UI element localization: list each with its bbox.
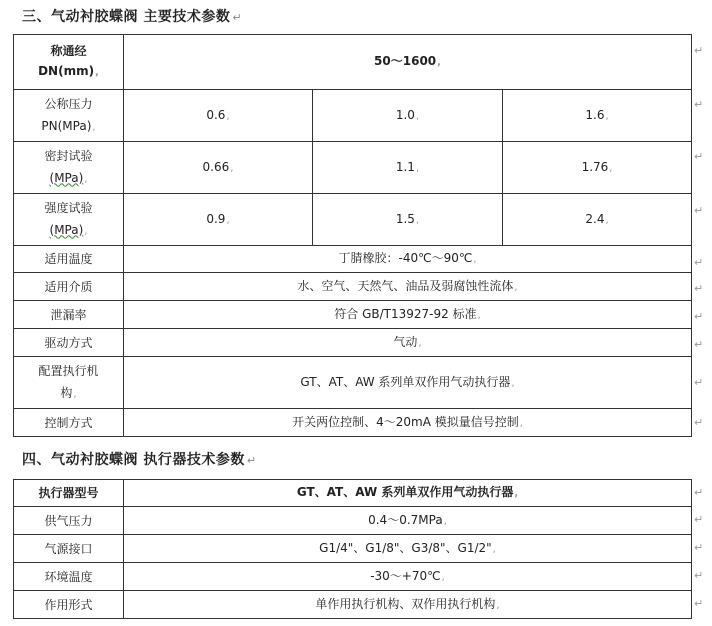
strength-value-3: 2.4 xyxy=(585,211,605,226)
seal-label-line1: 密封试验 xyxy=(44,148,93,163)
control-label: 控制方式 xyxy=(44,415,93,430)
row-end-mark: ↵ xyxy=(694,44,704,57)
heading-text: 三、气动衬胶蝶阀 主要技术参数 xyxy=(22,9,231,25)
table-row xyxy=(14,563,692,591)
env-label-cell xyxy=(14,563,124,591)
pn-value-cell: 1.0, xyxy=(313,90,503,142)
strength-label-line2: (MPa) xyxy=(49,222,84,237)
temp-value-cell: 丁腈橡胶：-40℃～90℃, xyxy=(124,246,692,273)
row-end-mark: ↵ xyxy=(694,597,704,610)
medium-label: 适用介质 xyxy=(44,279,93,294)
env-value: -30～+70℃ xyxy=(370,568,441,583)
table-row xyxy=(14,142,692,194)
control-value-cell: 开关两位控制、4～20mA 模拟量信号控制, xyxy=(124,409,692,437)
leak-value: 符合 GB/T13927-92 标准 xyxy=(334,306,477,321)
table-row xyxy=(14,90,692,142)
form-label-cell xyxy=(14,591,124,619)
section-heading-main-params xyxy=(22,6,242,26)
port-value: G1/4"、G1/8"、G3/8"、G1/2" xyxy=(319,540,492,555)
dn-label-line1: 称通经 xyxy=(50,44,87,58)
medium-value: 水、空气、天然气、油品及弱腐蚀性流体 xyxy=(297,278,514,293)
table-row xyxy=(14,194,692,246)
actuator-params-table xyxy=(13,479,692,619)
seal-value-cell: 1.76, xyxy=(503,142,692,194)
row-end-mark: ↵ xyxy=(694,310,704,323)
leak-value-cell: 符合 GB/T13927-92 标准, xyxy=(124,301,692,329)
seal-value-1: 0.66 xyxy=(202,159,230,174)
model-value: GT、AT、AW 系列单双作用气动执行器 xyxy=(296,485,514,499)
strength-value-2: 1.5 xyxy=(395,211,415,226)
model-label-cell xyxy=(14,480,124,507)
leak-label-cell xyxy=(14,301,124,329)
port-value-cell: G1/4"、G1/8"、G3/8"、G1/2", xyxy=(124,535,692,563)
seal-value-cell: 1.1, xyxy=(313,142,503,194)
pn-value-1: 0.6 xyxy=(206,107,226,122)
strength-value-cell: 1.5, xyxy=(313,194,503,246)
dn-value-cell: 50～1600, xyxy=(124,35,692,90)
row-end-mark: ↵ xyxy=(694,513,704,526)
form-value-cell: 单作用执行机构、双作用执行机构, xyxy=(124,591,692,619)
row-end-mark: ↵ xyxy=(694,282,704,295)
dn-label-line2: DN(mm) xyxy=(38,64,95,78)
model-value-cell: GT、AT、AW 系列单双作用气动执行器, xyxy=(124,480,692,507)
table-row xyxy=(14,507,692,535)
temp-label: 适用温度 xyxy=(44,252,93,266)
dn-label-cell: 称通经 DN(mm), xyxy=(14,35,124,90)
row-end-mark: ↵ xyxy=(694,256,704,269)
strength-value-1: 0.9 xyxy=(206,211,226,226)
drive-label: 驱动方式 xyxy=(44,335,93,350)
temp-label-cell xyxy=(14,246,124,273)
seal-value-3: 1.76 xyxy=(581,159,609,174)
main-params-table xyxy=(13,34,692,437)
row-end-mark: ↵ xyxy=(694,98,704,111)
dn-value: 50～1600 xyxy=(374,54,437,68)
port-label-cell xyxy=(14,535,124,563)
seal-label-cell: 密封试验 (MPa), xyxy=(14,142,124,194)
leak-label: 泄漏率 xyxy=(50,307,87,322)
row-end-mark: ↵ xyxy=(694,541,704,554)
paragraph-mark: ↵ xyxy=(246,454,257,467)
section-heading-actuator-params xyxy=(22,449,257,469)
pn-label-cell: 公称压力 PN(MPa), xyxy=(14,90,124,142)
seal-value-2: 1.1 xyxy=(395,159,415,174)
actuator-value: GT、AT、AW 系列单双作用气动执行器 xyxy=(300,374,511,389)
actuator-label-line1: 配置执行机 xyxy=(38,363,99,378)
control-value: 开关两位控制、4～20mA 模拟量信号控制 xyxy=(292,414,519,429)
seal-label-line2: (MPa) xyxy=(49,170,84,185)
env-value-cell: -30～+70℃, xyxy=(124,563,692,591)
row-end-mark: ↵ xyxy=(694,376,704,389)
drive-label-cell xyxy=(14,329,124,357)
row-end-mark: ↵ xyxy=(694,338,704,351)
actuator-value-cell: GT、AT、AW 系列单双作用气动执行器, xyxy=(124,357,692,409)
form-label: 作用形式 xyxy=(44,597,93,612)
air-label: 供气压力 xyxy=(44,513,93,528)
pn-value-cell: 1.6, xyxy=(503,90,692,142)
drive-value: 气动 xyxy=(393,334,418,349)
table-row xyxy=(14,357,692,409)
paragraph-mark: ↵ xyxy=(232,11,243,24)
table-row xyxy=(14,480,692,507)
heading-text: 四、气动衬胶蝶阀 执行器技术参数 xyxy=(22,452,245,468)
table-row xyxy=(14,329,692,357)
pn-value-cell: 0.6, xyxy=(124,90,313,142)
strength-value-cell: 2.4, xyxy=(503,194,692,246)
model-label: 执行器型号 xyxy=(38,486,99,500)
pn-label-line1: 公称压力 xyxy=(44,96,93,111)
medium-label-cell xyxy=(14,273,124,301)
strength-label-cell: 强度试验 (MPa), xyxy=(14,194,124,246)
form-value: 单作用执行机构、双作用执行机构 xyxy=(315,596,496,611)
row-end-mark: ↵ xyxy=(694,204,704,217)
table-row xyxy=(14,246,692,273)
drive-value-cell: 气动, xyxy=(124,329,692,357)
pn-label-line2: PN(MPa) xyxy=(41,118,92,133)
medium-value-cell: 水、空气、天然气、油品及弱腐蚀性流体, xyxy=(124,273,692,301)
air-value-cell: 0.4～0.7MPa, xyxy=(124,507,692,535)
table-row xyxy=(14,35,692,90)
table-row xyxy=(14,591,692,619)
control-label-cell xyxy=(14,409,124,437)
strength-label-line1: 强度试验 xyxy=(44,200,93,215)
pn-value-2: 1.0 xyxy=(395,107,415,122)
table-row xyxy=(14,273,692,301)
strength-value-cell: 0.9, xyxy=(124,194,313,246)
row-end-mark: ↵ xyxy=(694,486,704,499)
port-label: 气源接口 xyxy=(44,541,93,556)
table-row xyxy=(14,535,692,563)
temp-value: 丁腈橡胶：-40℃～90℃ xyxy=(338,251,473,265)
actuator-label-cell: 配置执行机 构, xyxy=(14,357,124,409)
seal-value-cell: 0.66, xyxy=(124,142,313,194)
pn-value-3: 1.6 xyxy=(585,107,605,122)
row-end-mark: ↵ xyxy=(694,416,704,429)
table-row xyxy=(14,301,692,329)
row-end-mark: ↵ xyxy=(694,150,704,163)
env-label: 环境温度 xyxy=(44,569,93,584)
row-end-mark: ↵ xyxy=(694,569,704,582)
air-value: 0.4～0.7MPa xyxy=(368,512,443,527)
air-label-cell xyxy=(14,507,124,535)
actuator-label-line2: 构 xyxy=(60,385,73,400)
table-row xyxy=(14,409,692,437)
